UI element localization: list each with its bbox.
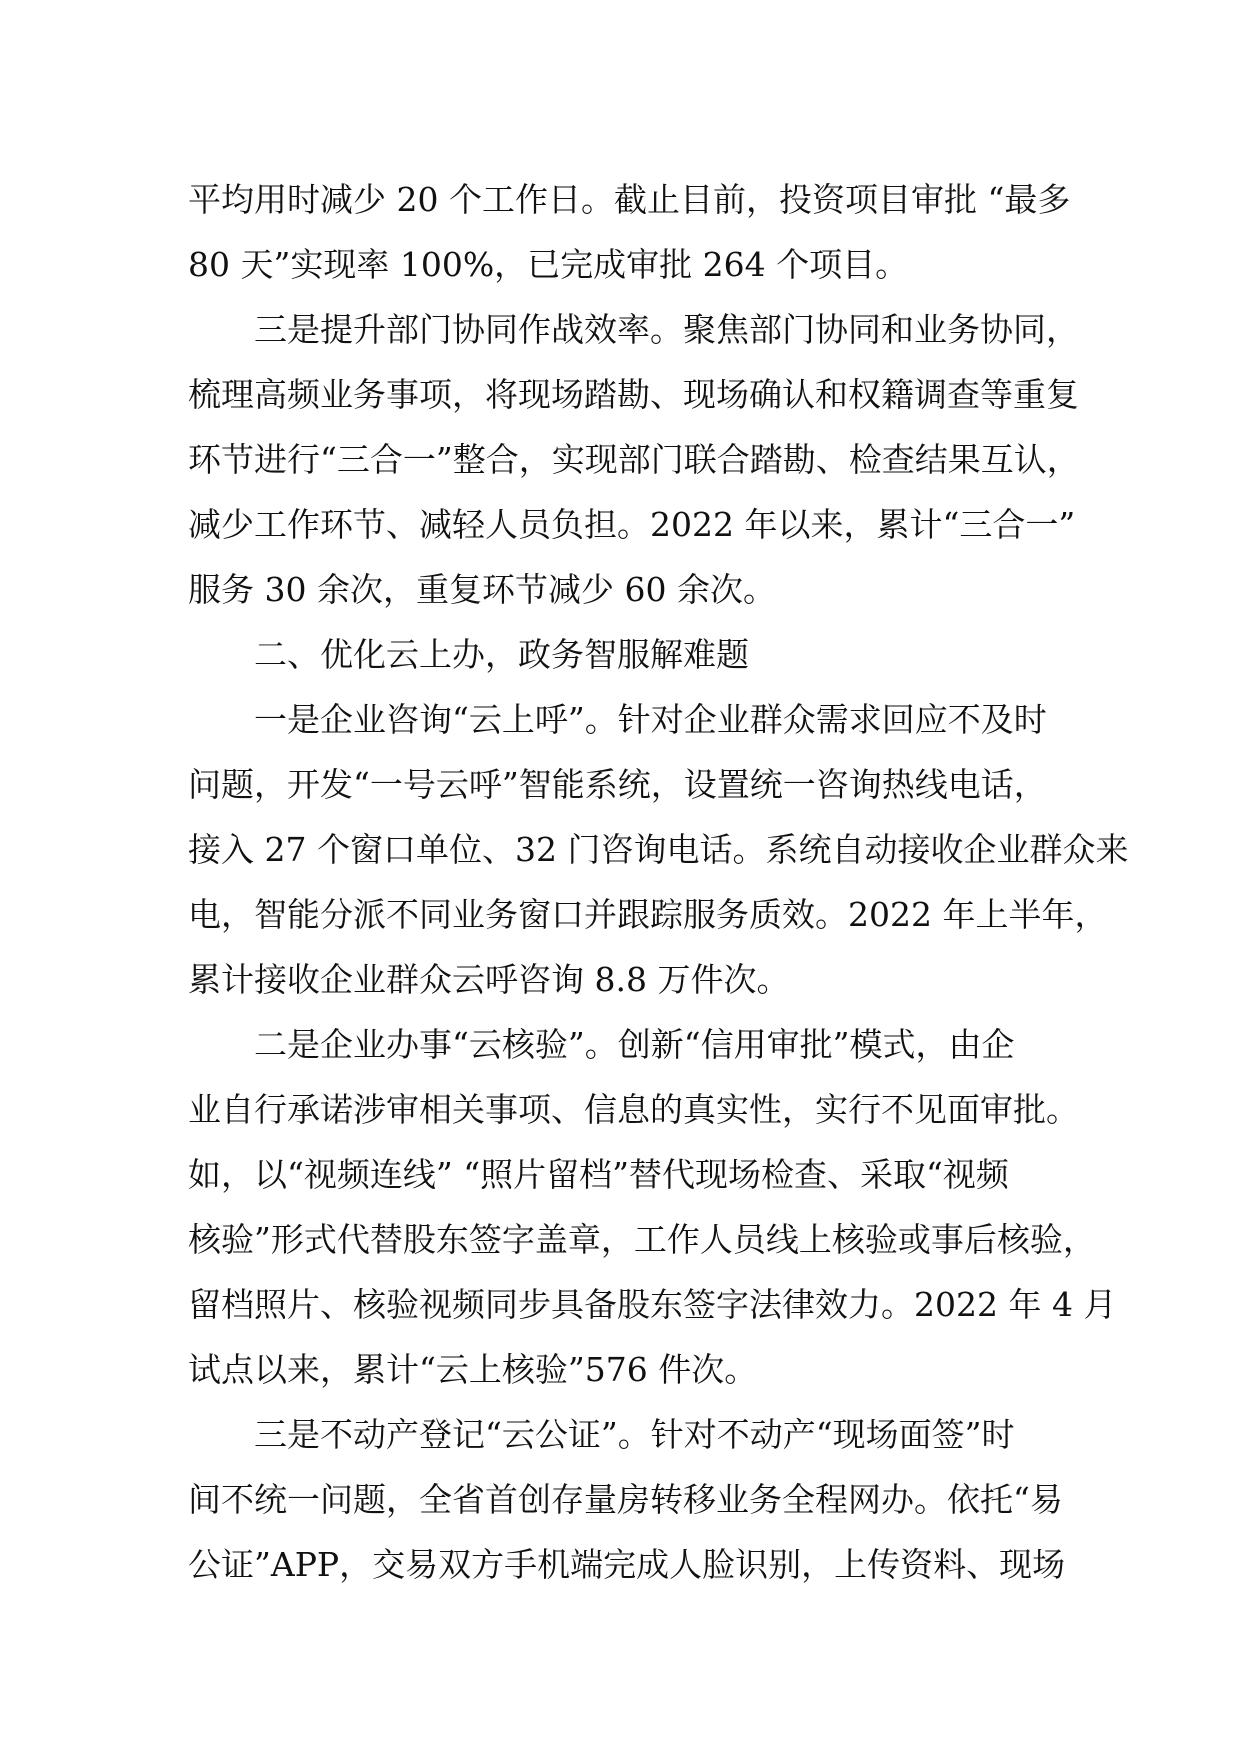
paragraph-line: 梳理高频业务事项，将现场踏勘、现场确认和权籍调查等重复: [188, 375, 1079, 414]
paragraph-first-line: 三是不动产登记“云公证”。针对不动产“现场面签”时: [254, 1415, 1015, 1454]
paragraph-line: 平均用时减少 20 个工作日。截止目前，投资项目审批 “最多: [188, 180, 1071, 219]
paragraph-line: 服务 30 余次，重复环节减少 60 余次。: [188, 570, 776, 609]
paragraph-first-line: 三是提升部门协同作战效率。聚焦部门协同和业务协同，: [254, 310, 1079, 349]
paragraph-line: 公证”APP，交易双方手机端完成人脸识别，上传资料、现场: [188, 1545, 1066, 1584]
paragraph-first-line: 二、优化云上办，政务智服解难题: [254, 635, 749, 674]
paragraph-line: 业自行承诺涉审相关事项、信息的真实性，实行不见面审批。: [188, 1090, 1079, 1129]
paragraph-line: 环节进行“三合一”整合，实现部门联合踏勘、检查结果互认，: [188, 440, 1080, 479]
paragraph-line: 接入 27 个窗口单位、32 门咨询电话。系统自动接收企业群众来: [188, 830, 1129, 869]
paragraph-line: 电，智能分派不同业务窗口并跟踪服务质效。2022 年上半年，: [188, 895, 1108, 934]
paragraph-line: 核验”形式代替股东签字盖章，工作人员线上核验或事后核验，: [188, 1220, 1096, 1259]
paragraph-first-line: 一是企业咨询“云上呼”。针对企业群众需求回应不及时: [254, 700, 1047, 739]
paragraph-line: 80 天”实现率 100%，已完成审批 264 个项目。: [188, 245, 909, 284]
paragraph-line: 试点以来，累计“云上核验”576 件次。: [188, 1350, 758, 1389]
paragraph-line: 间不统一问题，全省首创存量房转移业务全程网办。依托“易: [188, 1480, 1063, 1519]
paragraph-line: 问题，开发“一号云呼”智能系统，设置统一咨询热线电话，: [188, 765, 1047, 804]
paragraph-line: 累计接收企业群众云呼咨询 8.8 万件次。: [188, 960, 790, 999]
paragraph-line: 如，以“视频连线” “照片留档”替代现场检查、采取“视频: [188, 1155, 1009, 1194]
paragraph-line: 减少工作环节、减轻人员负担。2022 年以来，累计“三合一”: [188, 505, 1076, 544]
paragraph-line: 留档照片、核验视频同步具备股东签字法律效力。2022 年 4 月: [188, 1285, 1117, 1324]
paragraph-first-line: 二是企业办事“云核验”。创新“信用审批”模式，由企: [254, 1025, 1015, 1064]
document-body: [188, 167, 1129, 1597]
